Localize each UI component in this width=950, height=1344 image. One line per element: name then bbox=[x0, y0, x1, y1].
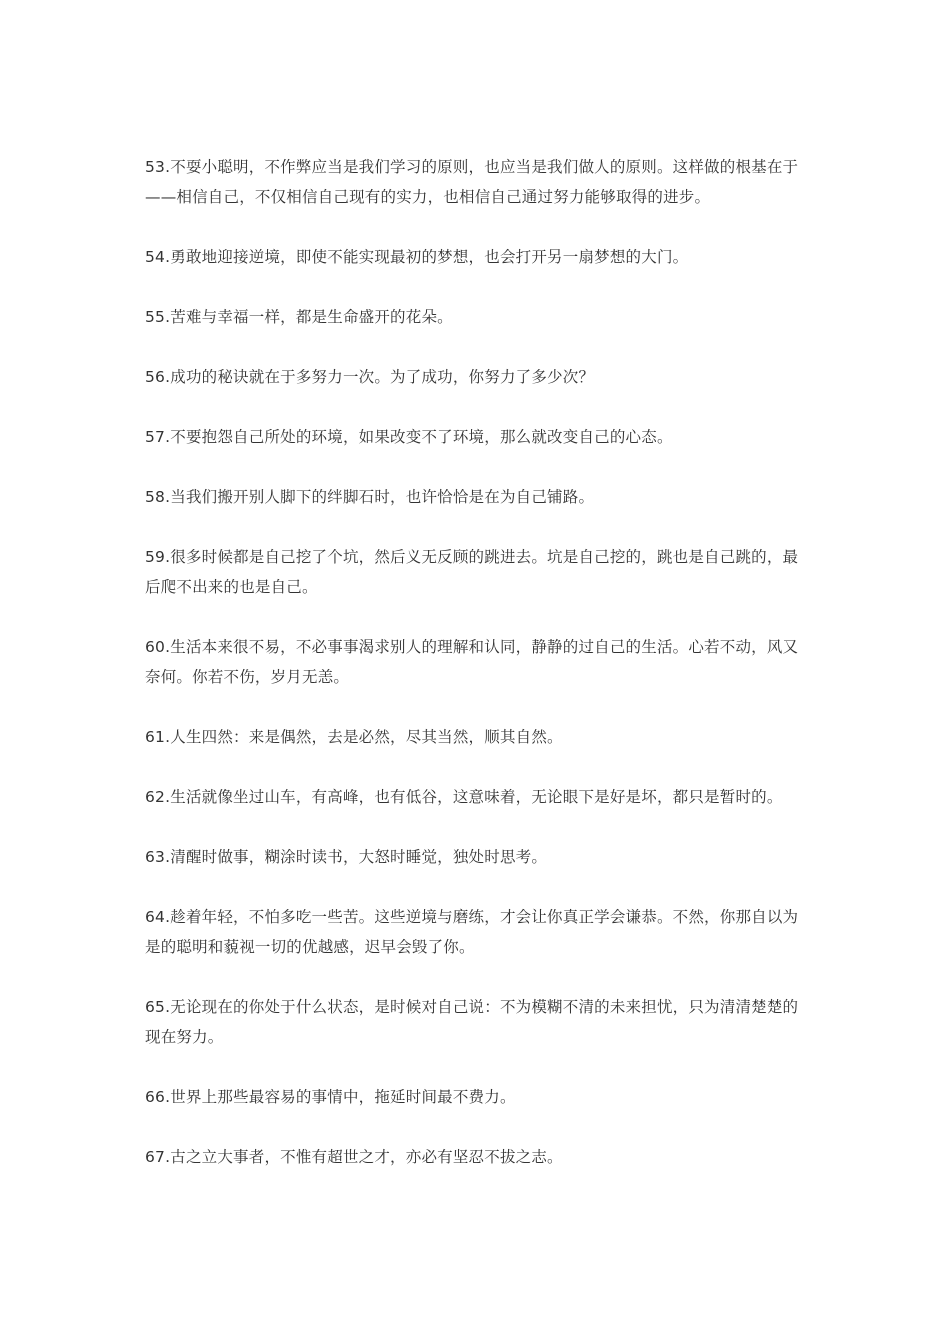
quote-paragraph: 53.不耍小聪明，不作弊应当是我们学习的原则，也应当是我们做人的原则。这样做的根基在于——相信自己，不仅相信自己现有的实力，也相信自己通过努力能够取得的进步。 bbox=[145, 158, 799, 206]
quote-paragraph: 65.无论现在的你处于什么状态，是时候对自己说：不为模糊不清的未来担忧，只为清清楚楚的现在努力。 bbox=[145, 998, 799, 1046]
quote-paragraph: 64.趁着年轻，不怕多吃一些苦。这些逆境与磨练，才会让你真正学会谦恭。不然，你那自以为是的聪明和藐视一切的优越感，迟早会毁了你。 bbox=[145, 908, 799, 956]
quote-list bbox=[145, 152, 810, 1202]
quote-paragraph: 57.不要抱怨自己所处的环境，如果改变不了环境，那么就改变自己的心态。 bbox=[145, 428, 673, 446]
quote-paragraph: 67.古之立大事者，不惟有超世之才，亦必有坚忍不拔之志。 bbox=[145, 1148, 563, 1166]
quote-paragraph: 60.生活本来很不易，不必事事渴求别人的理解和认同，静静的过自己的生活。心若不动，风又奈何。你若不伤，岁月无恙。 bbox=[145, 638, 799, 686]
quote-paragraph: 56.成功的秘诀就在于多努力一次。为了成功，你努力了多少次？ bbox=[145, 368, 595, 386]
quote-paragraph: 63.清醒时做事，糊涂时读书，大怒时睡觉，独处时思考。 bbox=[145, 848, 548, 866]
quote-paragraph: 59.很多时候都是自己挖了个坑，然后义无反顾的跳进去。坑是自己挖的，跳也是自己跳的，最后爬不出来的也是自己。 bbox=[145, 548, 799, 596]
quote-paragraph: 55.苦难与幸福一样，都是生命盛开的花朵。 bbox=[145, 308, 453, 326]
quote-paragraph: 58.当我们搬开别人脚下的绊脚石时，也许恰恰是在为自己铺路。 bbox=[145, 488, 595, 506]
quote-paragraph: 61.人生四然：来是偶然，去是必然，尽其当然，顺其自然。 bbox=[145, 728, 563, 746]
quote-paragraph: 54.勇敢地迎接逆境，即使不能实现最初的梦想，也会打开另一扇梦想的大门。 bbox=[145, 248, 689, 266]
quote-paragraph: 66.世界上那些最容易的事情中，拖延时间最不费力。 bbox=[145, 1088, 516, 1106]
quote-paragraph: 62.生活就像坐过山车，有高峰，也有低谷，这意味着，无论眼下是好是坏，都只是暂时的。 bbox=[145, 788, 783, 806]
